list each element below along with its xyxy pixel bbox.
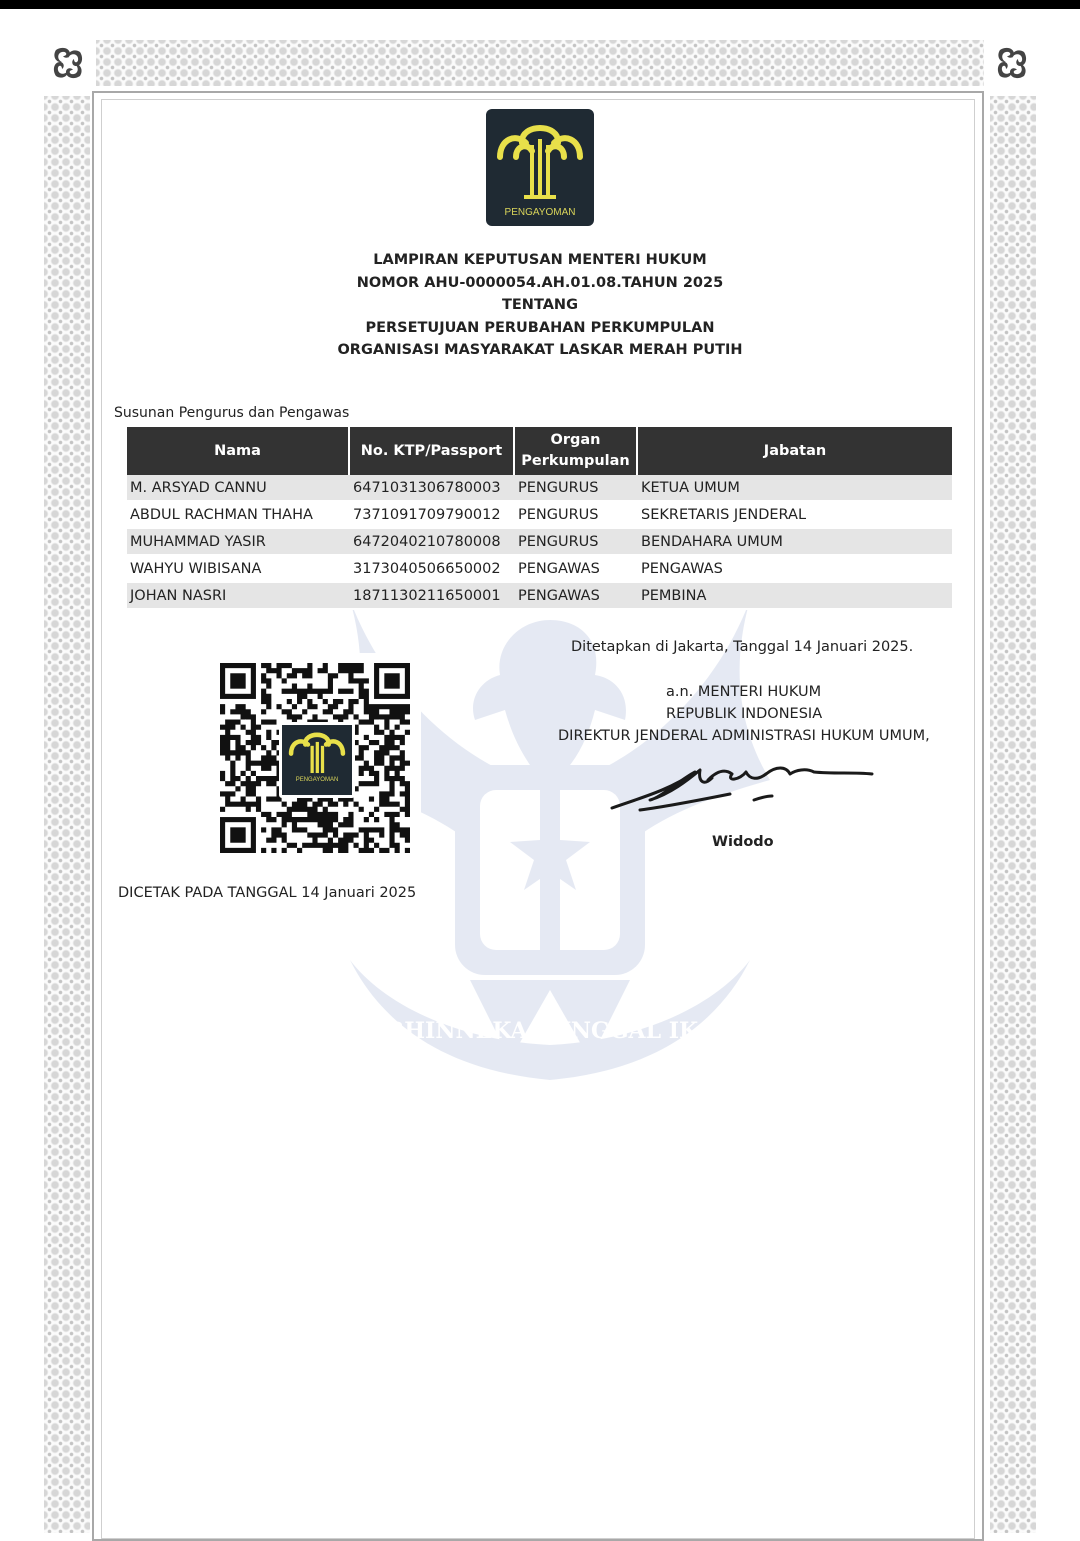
pengayoman-emblem-icon (282, 725, 352, 777)
cell-ktp: 1871130211650001 (350, 583, 515, 610)
cell-nama: MUHAMMAD YASIR (127, 529, 350, 556)
header-organ-line1: Organ (550, 432, 601, 448)
cell-ktp: 3173040506650002 (350, 556, 515, 583)
top-bar (0, 0, 1080, 9)
corner-ornament-icon (992, 44, 1032, 84)
heading-line: TENTANG (502, 297, 578, 313)
place-date: Ditetapkan di Jakarta, Tanggal 14 Januari 2025. (571, 639, 914, 655)
qr-code (210, 653, 421, 865)
signature-republic: REPUBLIK INDONESIA (666, 706, 823, 722)
cell-jabatan: KETUA UMUM (638, 475, 952, 502)
header-organ-line2: Perkumpulan (521, 453, 630, 469)
header-ktp: No. KTP/Passport (350, 427, 515, 475)
heading-line: NOMOR AHU-0000054.AH.01.08.TAHUN 2025 (356, 274, 724, 291)
table-row (127, 475, 952, 502)
cell-ktp: 6472040210780008 (350, 529, 515, 556)
signature-an: a.n. MENTERI HUKUM (666, 684, 822, 700)
heading-line: ORGANISASI MASYARAKAT LASKAR MERAH PUTIH (337, 342, 743, 358)
cell-nama: M. ARSYAD CANNU (127, 475, 350, 502)
table-row (127, 583, 952, 610)
header-organ (515, 427, 638, 475)
heading-line: PERSETUJUAN PERUBAHAN PERKUMPULAN (365, 319, 715, 336)
pengayoman-logo (486, 109, 594, 226)
table-row (127, 556, 952, 583)
logo-caption: PENGAYOMAN (504, 207, 576, 218)
qr-logo-caption: PENGAYOMAN (295, 777, 339, 783)
svg-text:BHINNEKA TUNGGAL IKA: BHINNEKA TUNGGAL IKA (385, 1018, 715, 1044)
cell-jabatan: BENDAHARA UMUM (638, 529, 952, 556)
cell-organ: PENGURUS (515, 475, 638, 502)
cell-jabatan: PENGAWAS (638, 556, 952, 583)
handwritten-signature (600, 750, 890, 820)
cell-organ: PENGURUS (515, 502, 638, 529)
table-header-row (127, 427, 952, 475)
border-pattern-left (44, 96, 90, 1533)
header-nama: Nama (127, 427, 350, 475)
heading-line: LAMPIRAN KEPUTUSAN MENTERI HUKUM (373, 252, 707, 268)
cell-nama: WAHYU WIBISANA (127, 556, 350, 583)
signature-position: DIREKTUR JENDERAL ADMINISTRASI HUKUM UMUM, (558, 728, 930, 744)
cell-organ: PENGURUS (515, 529, 638, 556)
section-label: Susunan Pengurus dan Pengawas (114, 405, 350, 421)
cell-nama: ABDUL RACHMAN THAHA (127, 502, 350, 529)
table-row (127, 529, 952, 556)
printed-date: DICETAK PADA TANGGAL 14 Januari 2025 (118, 885, 417, 901)
cell-jabatan: SEKRETARIS JENDERAL (638, 502, 952, 529)
cell-organ: PENGAWAS (515, 556, 638, 583)
cell-organ: PENGAWAS (515, 583, 638, 610)
table-row (127, 502, 952, 529)
cell-jabatan: PEMBINA (638, 583, 952, 610)
signer-name: Widodo (712, 834, 774, 850)
qr-center-logo (279, 722, 355, 798)
corner-ornament-icon (48, 44, 88, 84)
cell-ktp: 6471031306780003 (350, 475, 515, 502)
header-jabatan: Jabatan (638, 427, 952, 475)
document-heading (200, 249, 880, 362)
cell-ktp: 7371091709790012 (350, 502, 515, 529)
pengayoman-emblem-icon (486, 109, 594, 207)
cell-nama: JOHAN NASRI (127, 583, 350, 610)
border-pattern-right (990, 96, 1036, 1533)
border-pattern-top (96, 40, 984, 86)
pengurus-table (127, 427, 952, 610)
